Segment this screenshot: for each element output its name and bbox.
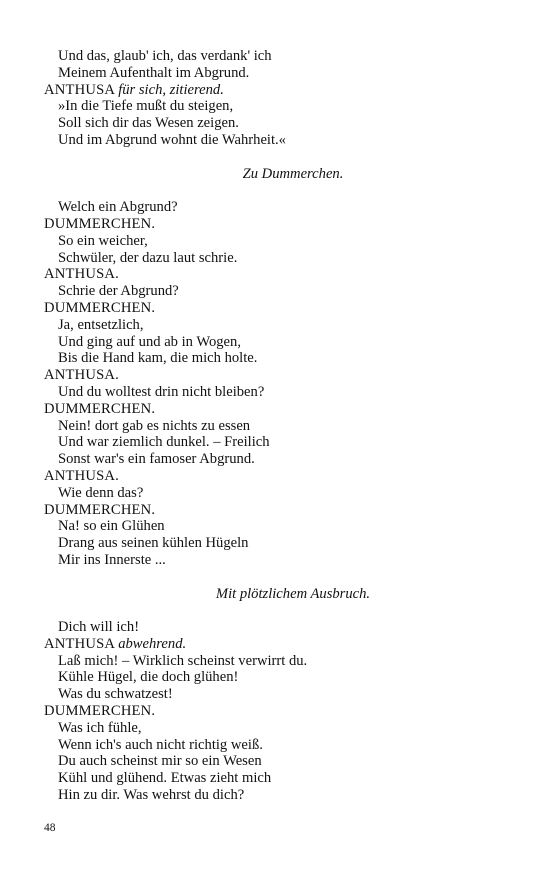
- verse-line: Bis die Hand kam, die mich holte.: [58, 350, 258, 367]
- speaker-line: [44, 82, 514, 99]
- verse-line: Kühle Hügel, die doch glühen!: [58, 669, 239, 686]
- verse-line: Schwüler, der dazu laut schrie.: [58, 249, 238, 266]
- verse-line: Soll sich dir das Wesen zeigen.: [58, 115, 239, 132]
- speaker-direction: für sich, zitierend.: [118, 81, 224, 98]
- verse-line: Schrie der Abgrund?: [58, 283, 179, 300]
- stage-direction: Mit plötzlichem Ausbruch.: [215, 585, 371, 602]
- verse-line: Was ich fühle,: [58, 719, 142, 736]
- speaker-name: ANTHUSA: [44, 635, 115, 652]
- verse-line: Wenn ich's auch nicht richtig weiß.: [58, 736, 263, 753]
- verse-line: Laß mich! – Wirklich scheinst verwirrt du.: [58, 652, 308, 669]
- verse-line: Ja, entsetzlich,: [58, 316, 144, 333]
- stage-direction: Zu Dummerchen.: [242, 165, 344, 182]
- speaker-name: ANTHUSA.: [44, 467, 119, 484]
- speaker-line: [44, 703, 514, 720]
- verse-line: Drang aus seinen kühlen Hügeln: [58, 535, 249, 552]
- verse-line: Mir ins Innerste ...: [58, 551, 166, 568]
- speaker-name: ANTHUSA.: [44, 367, 119, 384]
- speaker-direction: abwehrend.: [118, 635, 187, 652]
- speaker-line: [44, 216, 514, 233]
- verse-line: So ein weicher,: [58, 232, 148, 249]
- verse-line: Nein! dort gab es nichts zu essen: [58, 417, 251, 434]
- verse-line: Was du schwatzest!: [58, 686, 173, 703]
- verse-line: Wie denn das?: [58, 484, 144, 501]
- speaker-name: DUMMERCHEN.: [44, 703, 156, 720]
- speaker-name: ANTHUSA.: [44, 266, 119, 283]
- verse-line: Meinem Aufenthalt im Abgrund.: [58, 64, 250, 81]
- speaker-name: DUMMERCHEN.: [44, 215, 156, 232]
- verse-line: Welch ein Abgrund?: [58, 199, 178, 216]
- speaker-line: [44, 266, 514, 283]
- speaker-name: ANTHUSA: [44, 81, 115, 98]
- verse-line: Und du wolltest drin nicht bleiben?: [58, 383, 265, 400]
- speaker-line: [44, 502, 514, 519]
- verse-line: Kühl und glühend. Etwas zieht mich: [58, 770, 272, 787]
- speaker-line: [44, 401, 514, 418]
- speaker-name: DUMMERCHEN.: [44, 400, 156, 417]
- verse-line: Hin zu dir. Was wehrst du dich?: [58, 787, 245, 804]
- speaker-name: DUMMERCHEN.: [44, 299, 156, 316]
- speaker-name: DUMMERCHEN.: [44, 501, 156, 518]
- verse-line: Und im Abgrund wohnt die Wahrheit.«: [58, 131, 286, 148]
- verse-line: Du auch scheinst mir so ein Wesen: [58, 753, 262, 770]
- verse-line: Sonst war's ein famoser Abgrund.: [58, 451, 255, 468]
- verse-line: »In die Tiefe mußt du steigen,: [58, 98, 234, 115]
- verse-line: Und ging auf und ab in Wogen,: [58, 333, 241, 350]
- speaker-line: [44, 300, 514, 317]
- verse-line: Na! so ein Glühen: [58, 518, 165, 535]
- speaker-line: [44, 636, 514, 653]
- page-number: 48: [44, 822, 56, 834]
- speaker-line: [44, 468, 514, 485]
- speaker-line: [44, 367, 514, 384]
- verse-line: Und war ziemlich dunkel. – Freilich: [58, 434, 270, 451]
- verse-line: Und das, glaub' ich, das verdank' ich: [58, 48, 272, 64]
- verse-line: Dich will ich!: [58, 619, 140, 636]
- page-text: [44, 48, 514, 804]
